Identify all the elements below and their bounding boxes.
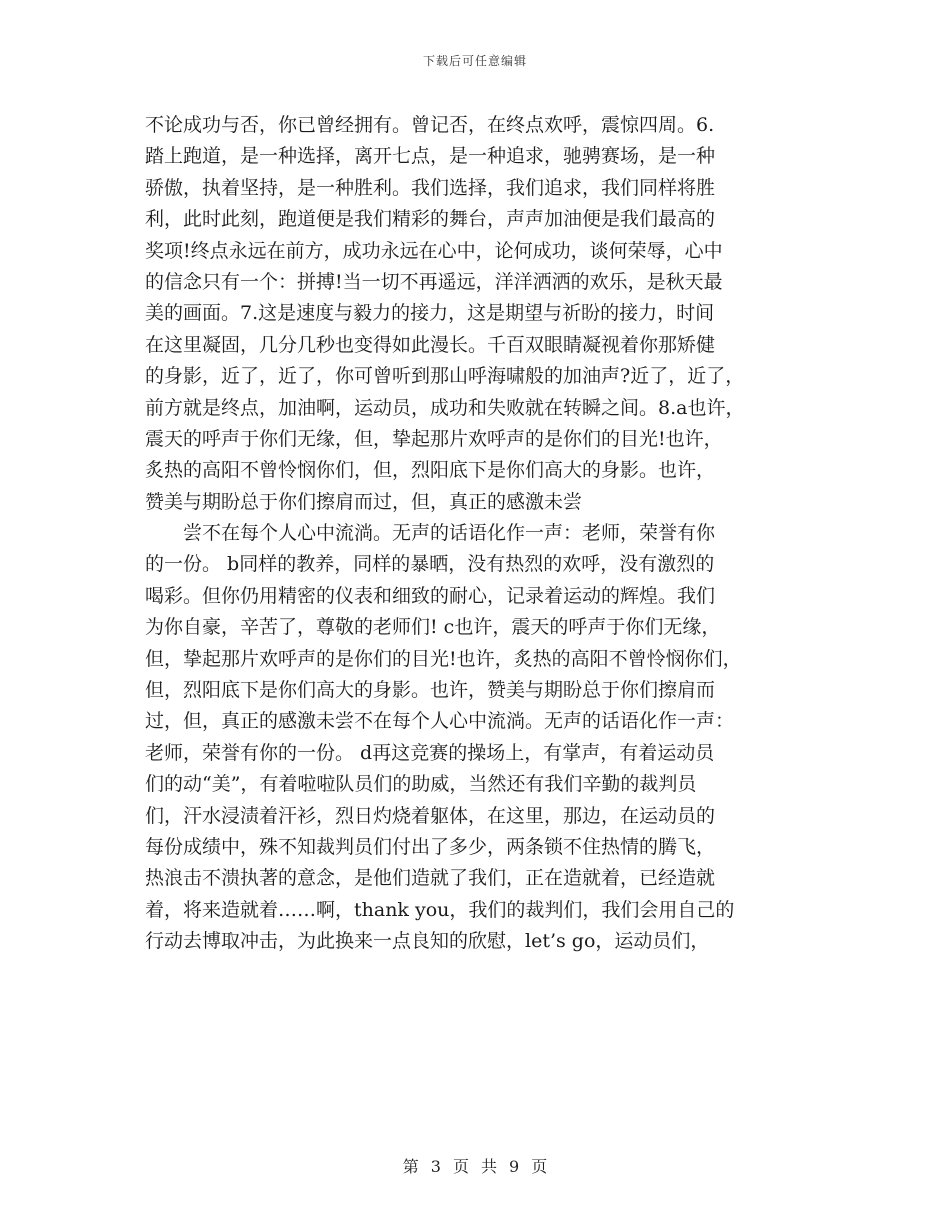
body-line: 们，汗水浸渍着汗衫，烈日灼烧着躯体，在这里，那边，在运动员的 — [145, 804, 716, 827]
footer-middle: 页 — [452, 1157, 469, 1176]
body-line: 每份成绩中，殊不知裁判员们付出了多少，两条锁不住热情的腾飞， — [145, 835, 716, 858]
page-header: 下载后可任意编辑 — [422, 54, 527, 68]
body-line: 美的画面。7.这是速度与毅力的接力，这是期望与祈盼的接力，时间 — [145, 302, 715, 325]
body-line: 们的动“美”，有着啦啦队员们的助威，当然还有我们辛勤的裁判员 — [145, 773, 697, 796]
body-line: 的身影，近了，近了，你可曾听到那山呼海啸般的加油声?近了，近了， — [145, 365, 745, 388]
body-line: 震天的呼声于你们无缘，但，挚起那片欢呼声的是你们的目光!也许， — [145, 427, 723, 450]
body-line: 在这里凝固，几分几秒也变得如此漫长。千百双眼睛凝视着你那矫健 — [145, 333, 716, 356]
body-line: 赞美与期盼总于你们擦肩而过，但，真正的感激未尝 — [145, 490, 583, 513]
body-line: 喝彩。但你仍用精密的仪表和细致的耐心，记录着运动的辉煌。我们 — [145, 584, 716, 607]
body-line: 前方就是终点，加油啊，运动员，成功和失败就在转瞬之间。8.a也许， — [145, 396, 745, 419]
page-number: 3 — [430, 1157, 441, 1176]
body-line: 为你自豪，辛苦了，尊敬的老师们! c也许，震天的呼声于你们无缘， — [145, 616, 721, 639]
footer-prefix: 第 — [402, 1157, 419, 1176]
body-line: 着，将来造就着……啊，thank you，我们的裁判们，我们会用自己的 — [145, 898, 735, 921]
body-line: 炙热的高阳不曾怜悯你们，但，烈阳底下是你们高大的身影。也许， — [145, 459, 716, 482]
body-line: 但，挚起那片欢呼声的是你们的目光!也许，炙热的高阳不曾怜悯你们， — [145, 647, 742, 670]
document-body — [145, 110, 825, 958]
body-line: 过，但，真正的感激未尝不在每个人心中流淌。无声的话语化作一声： — [145, 710, 735, 733]
footer-suffix: 页 — [531, 1157, 548, 1176]
body-line: 不论成功与否，你已曾经拥有。曾记否，在终点欢呼，震惊四周。6. — [145, 114, 715, 136]
body-line: 踏上跑道，是一种选择，离开七点，是一种追求，驰骋赛场，是一种 — [145, 145, 716, 168]
body-line: 奖项!终点永远在前方，成功永远在心中，论何成功，谈何荣辱，心中 — [145, 239, 723, 262]
body-line: 的信念只有一个：拼搏!当一切不再遥远，洋洋洒洒的欢乐，是秋天最 — [145, 270, 723, 293]
total-pages: 9 — [509, 1157, 520, 1176]
body-line: 骄傲，执着坚持，是一种胜利。我们选择，我们追求，我们同样将胜 — [145, 176, 716, 199]
footer-gong: 共 — [481, 1157, 498, 1176]
body-line: 但，烈阳底下是你们高大的身影。也许，赞美与期盼总于你们擦肩而 — [145, 679, 716, 702]
body-line: 老师，荣誉有你的一份。 d再这竞赛的操场上，有掌声，有着运动员 — [145, 741, 715, 764]
body-line: 的一份。 b同样的教养，同样的暴晒，没有热烈的欢呼，没有激烈的 — [145, 553, 715, 576]
body-line: 利，此时此刻，跑道便是我们精彩的舞台，声声加油便是我们最高的 — [145, 208, 716, 231]
page-footer — [0, 1154, 950, 1177]
body-line: 行动去博取冲击，为此换来一点良知的欣慰，let’s go，运动员们， — [145, 930, 710, 953]
body-line: 热浪击不溃执著的意念，是他们造就了我们，正在造就着，已经造就 — [145, 867, 716, 890]
paragraph-start-line: 尝不在每个人心中流淌。无声的话语化作一声：老师，荣誉有你 — [183, 522, 716, 545]
